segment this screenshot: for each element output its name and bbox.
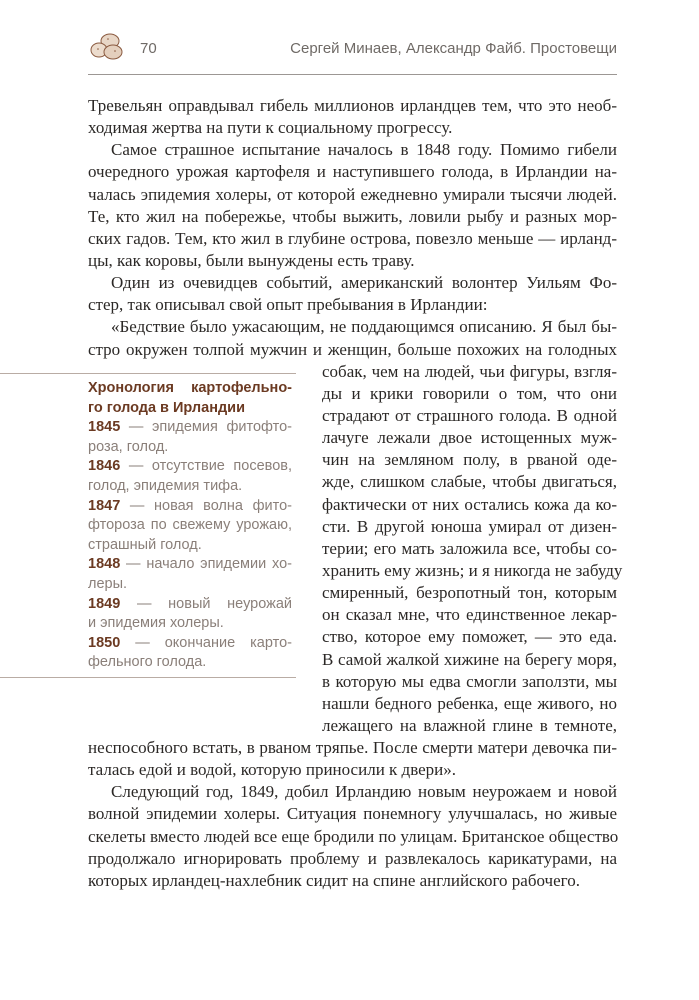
chronology-text: — окончание карто-: [120, 634, 292, 651]
chronology-text: фтороза по свежему урожаю,: [88, 517, 292, 534]
chronology-line: [88, 596, 292, 616]
chronology-text: — начало эпидемии хо-: [120, 556, 292, 573]
chronology-line: [88, 517, 292, 537]
chronology-line: [88, 537, 292, 557]
chronology-line: [88, 478, 292, 498]
text-line: стер, так описывал свой опыт пребывания в Ирландии:: [88, 295, 488, 315]
text-line: чин на земляном полу, в рваной оде-: [322, 450, 617, 470]
chronology-year: 1850: [88, 634, 121, 651]
text-line: ских гадов. Тем, кто жил в глубине острова, повезло меньше — ирланд-: [88, 228, 617, 248]
chronology-text: роза, голод.: [88, 438, 169, 455]
text-line: хранить ему жизнь; и я никогда не забуду: [322, 560, 623, 580]
chronology-text: страшный голод.: [88, 536, 202, 553]
text-line: В самой жалкой хижине на берегу моря,: [322, 649, 617, 669]
chronology-text: — новая волна фито-: [120, 497, 292, 514]
text-line: он сказал мне, что единственное лекар-: [322, 605, 617, 625]
text-line: собак, чем на людей, чьи фигуры, взгля-: [322, 361, 617, 381]
text-line: неспособного встать, в рваном тряпье. После смерти матери девочка пи-: [88, 738, 617, 758]
text-line: волной эпидемии холеры. Ситуация понемногу улучшалась, но живые: [88, 804, 617, 824]
chronology-line: [88, 498, 292, 518]
chronology-year: 1846: [88, 458, 121, 475]
chronology-line: [88, 615, 292, 635]
text-line: Следующий год, 1849, добил Ирландию новым неурожаем и новой: [111, 782, 617, 802]
chronology-line: [88, 654, 292, 674]
text-line: лачуге лежали двое истощенных муж-: [322, 428, 617, 448]
text-line: жде, слишком слабые, чтобы двигаться,: [322, 472, 617, 492]
chronology-text: Хронология картофельно-: [88, 380, 292, 396]
chronology-year: 1845: [88, 419, 121, 436]
chronology-line: [88, 458, 292, 478]
text-line: ство, которое ему поможет, — это еда.: [322, 627, 617, 647]
text-line: Самое страшное испытание началось в 1848 году. Помимо гибели: [111, 140, 617, 160]
text-line: смиренный, безропотный тон, которым: [322, 583, 617, 603]
chronology-text: фельного голода.: [88, 654, 207, 671]
text-line: цы, как коровы, были вынуждены есть траву.: [88, 250, 415, 270]
text-line: «Бедствие было ужасающим, не поддающимся описанию. Я был бы-: [111, 317, 617, 337]
text-line: талась едой и водой, которую приносили к двери».: [88, 760, 457, 780]
text-line: лежащего на влажной глине в темноте,: [322, 715, 617, 735]
text-line: стро окружен толпой мужчин и женщин, больше похожих на голодных: [88, 339, 617, 359]
header-divider: [88, 74, 617, 75]
text-line: ходимая жертва на пути к социальному прогрессу.: [88, 118, 453, 138]
chronology-year: 1848: [88, 556, 121, 573]
chronology-text: и эпидемия холеры.: [88, 615, 224, 632]
text-line: скелеты вместо людей все еще бродили по улицам. Британское общество: [88, 826, 619, 846]
text-line: очередного урожая картофеля и наступившего голода, в Ирландии на-: [88, 162, 617, 182]
chronology-line: [88, 635, 292, 655]
text-line: Те, кто жил на побережье, чтобы выжить, ловили рыбу и разных мор-: [88, 206, 617, 226]
chronology-text: — эпидемия фитофто-: [120, 419, 292, 436]
page-number: 70: [140, 40, 157, 57]
text-line: нашли бедного ребенка, еще живого, но: [322, 693, 617, 713]
text-line: в которую мы едва смогли заползти, мы: [322, 671, 617, 691]
chronology-text: го голода в Ирландии: [88, 399, 245, 416]
sidebar-heading-line: [88, 380, 292, 400]
text-line: которых ирландец-нахлебник сидит на спине английского рабочего.: [88, 870, 580, 890]
text-line: чалась эпидемия холеры, от которой ежедневно умирали тысячи людей.: [88, 184, 617, 204]
text-line: Один из очевидцев событий, американский волонтер Уильям Фо-: [111, 273, 617, 293]
sidebar-top-rule: [0, 373, 296, 374]
text-line: Тревельян оправдывал гибель миллионов ирландцев тем, что это необ-: [88, 96, 617, 115]
chronology-year: 1847: [88, 497, 121, 514]
text-line: фактически от них остались кожа да ко-: [322, 494, 617, 514]
chronology-text: леры.: [88, 576, 128, 592]
chronology-year: 1849: [88, 595, 121, 612]
chronology-line: [88, 419, 292, 439]
chronology-text: — новый неурожай: [120, 595, 292, 612]
text-line: продолжало игнорировать проблему и развлекалось карикатурами, на: [88, 848, 617, 868]
text-line: ды и крики говорили о том, что они: [322, 383, 617, 403]
chronology-line: [88, 576, 292, 596]
chronology-text: — отсутствие посевов,: [120, 458, 292, 475]
text-line: сти. В другой юноша умирал от дизен-: [322, 516, 617, 536]
running-title: Сергей Минаев, Александр Файб. Простовещи: [290, 40, 617, 57]
chronology-line: [88, 439, 292, 459]
potatoes-icon: [90, 32, 124, 60]
text-line: терии; его мать заложила все, чтобы со-: [322, 538, 617, 558]
sidebar-bottom-rule: [0, 677, 296, 678]
chronology-line: [88, 556, 292, 576]
sidebar-heading-line: [88, 400, 292, 420]
chronology-text: голод, эпидемия тифа.: [88, 478, 243, 494]
text-line: страдают от страшного голода. В одной: [322, 405, 617, 425]
